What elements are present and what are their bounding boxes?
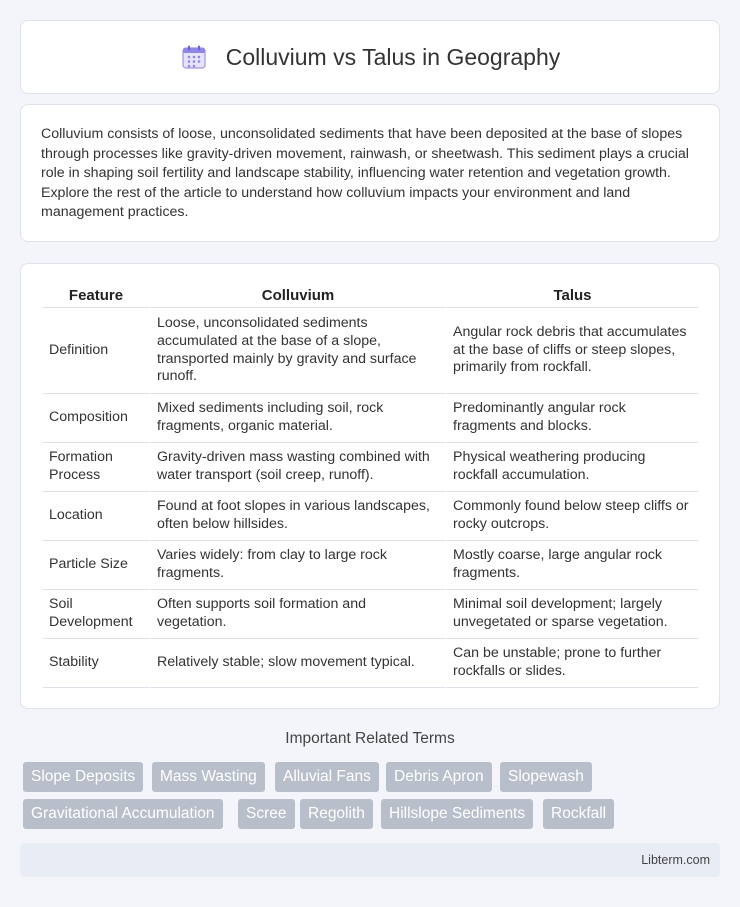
row-colluvium: Loose, unconsolidated sediments accumulated at the base of a slope, transported mainly by gravity and surface runoff. [149,308,445,394]
row-talus: Minimal soil development; largely unvegetated or sparse vegetation. [445,590,698,639]
title-card [20,20,720,94]
header-colluvium: Colluvium [149,284,445,308]
row-feature: Definition [43,308,149,394]
related-term-tag[interactable]: Slope Deposits [23,762,143,792]
table-row [43,308,698,394]
header-feature: Feature [43,284,149,308]
row-feature: Soil Development [43,590,149,639]
row-colluvium: Often supports soil formation and vegetation. [149,590,445,639]
row-talus: Mostly coarse, large angular rock fragments. [445,541,698,590]
related-term-tag[interactable]: Slopewash [500,762,592,792]
page-title: Colluvium vs Talus in Geography [225,43,561,70]
table-row [43,639,698,688]
row-feature: Location [43,492,149,541]
table-header-row [43,284,698,308]
calendar-icon [180,43,208,71]
table-row [43,590,698,639]
row-talus: Predominantly angular rock fragments and blocks. [445,394,698,443]
row-talus: Physical weathering producing rockfall accumulation. [445,443,698,492]
related-terms-heading: Important Related Terms [285,730,455,747]
row-feature: Stability [43,639,149,688]
table-row [43,394,698,443]
row-colluvium: Gravity-driven mass wasting combined with water transport (soil creep, runoff). [149,443,445,492]
related-term-tag[interactable]: Gravitational Accumulation [23,799,223,829]
related-term-tag[interactable]: Debris Apron [386,762,492,792]
related-term-tag[interactable]: Scree [238,799,295,829]
row-colluvium: Relatively stable; slow movement typical. [149,639,445,688]
related-term-tag[interactable]: Regolith [300,799,373,829]
intro-card [20,104,720,242]
row-talus: Can be unstable; prone to further rockfalls or slides. [445,639,698,688]
related-term-tag[interactable]: Hillslope Sediments [381,799,533,829]
header-talus: Talus [445,284,698,308]
row-feature: Particle Size [43,541,149,590]
row-colluvium: Varies widely: from clay to large rock fragments. [149,541,445,590]
footer-site-link[interactable]: Libterm.com [641,853,710,867]
intro-paragraph: Colluvium consists of loose, unconsolidated sediments that have been deposited at the base of slopes through processes like gravity-driven movement, rainwash, or sheetwash. This sediment plays a crucial role in shaping soil fertility and landscape stability, influencing water retention and vegetation growth. Explore the rest of the article to understand how colluvium impacts your environment and land management practices. [41,126,689,221]
related-term-tag[interactable]: Mass Wasting [152,762,265,792]
row-talus: Commonly found below steep cliffs or rocky outcrops. [445,492,698,541]
table-row [43,443,698,492]
row-talus: Angular rock debris that accumulates at the base of cliffs or steep slopes, primarily from rockfall. [445,308,698,394]
row-feature: Formation Process [43,443,149,492]
comparison-table-card [20,263,720,709]
comparison-table [43,284,698,688]
related-term-tag[interactable]: Alluvial Fans [275,762,379,792]
table-row [43,492,698,541]
row-colluvium: Found at foot slopes in various landscapes, often below hillsides. [149,492,445,541]
footer [20,843,720,877]
related-term-tag[interactable]: Rockfall [543,799,614,829]
row-colluvium: Mixed sediments including soil, rock fragments, organic material. [149,394,445,443]
table-row [43,541,698,590]
row-feature: Composition [43,394,149,443]
